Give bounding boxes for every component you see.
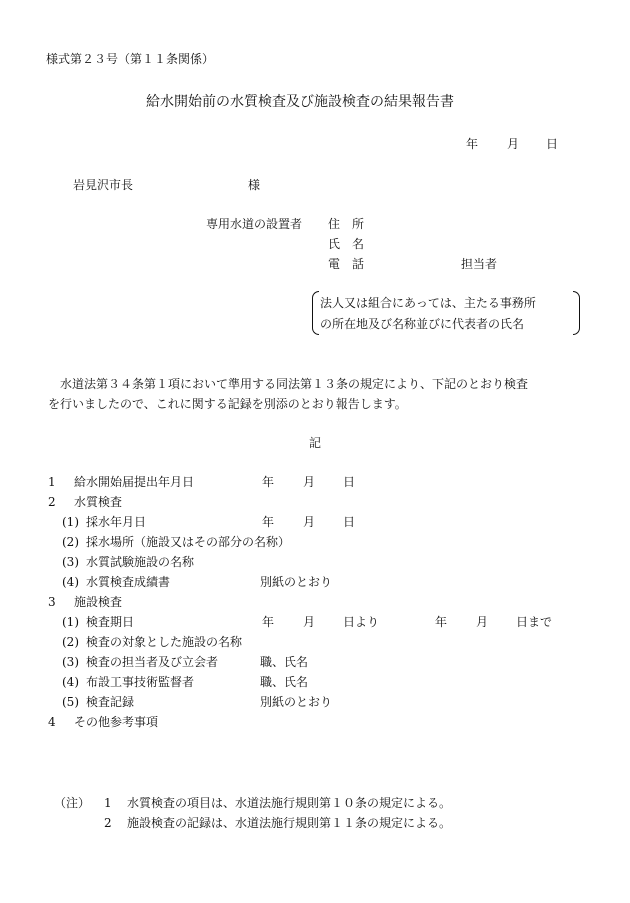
item-3-4-value: 職、氏名 — [260, 675, 309, 689]
item-3-1-label: 検査期日 — [86, 615, 135, 629]
note-2-text: 施設検査の記録は、水道法施行規則第１１条の規定による。 — [127, 816, 452, 830]
corporate-note-line1: 法人又は組合にあっては、主たる事務所 — [320, 296, 536, 310]
item-3-5-value: 別紙のとおり — [260, 695, 333, 709]
item-2-4-number: (4) — [62, 575, 79, 589]
item-2-4-label: 水質検査成績書 — [86, 575, 171, 589]
date-year: 年 — [466, 137, 479, 151]
item-2-number: 2 — [48, 495, 56, 509]
item-2-2-label: 採水場所（施設又はその部分の名称） — [86, 535, 291, 549]
item-1-label: 給水開始届提出年月日 — [74, 475, 195, 489]
note-1-text: 水質検査の項目は、水道法施行規則第１０条の規定による。 — [127, 796, 452, 810]
applicant-address-label: 住 所 — [328, 217, 365, 231]
item-1-number: 1 — [48, 475, 56, 489]
applicant-label: 専用水道の設置者 — [206, 217, 303, 231]
item-3-1-year: 年 — [262, 615, 275, 629]
body-text-line2: を行いましたので、これに関する記録を別添のとおり報告します。 — [48, 397, 407, 411]
item-4-number: 4 — [48, 715, 56, 729]
body-text-line1: 水道法第３４条第１項において準用する同法第１３条の規定により、下記のとおり検査 — [48, 377, 529, 391]
date-day: 日 — [546, 137, 559, 151]
document-title: 給水開始前の水質検査及び施設検査の結果報告書 — [146, 94, 454, 110]
item-4-label: その他参考事項 — [74, 715, 159, 729]
item-3-3-number: (3) — [62, 655, 79, 669]
applicant-phone-label: 電 話 — [328, 257, 365, 271]
item-2-label: 水質検査 — [74, 495, 123, 509]
right-bracket — [573, 291, 580, 335]
notes-label: （注） — [54, 796, 91, 810]
item-2-3-label: 水質試験施設の名称 — [86, 555, 195, 569]
item-3-3-label: 検査の担当者及び立会者 — [86, 655, 219, 669]
item-3-1-year-2: 年 — [435, 615, 448, 629]
item-3-5-number: (5) — [62, 695, 79, 709]
item-2-1-number: (1) — [62, 515, 79, 529]
item-3-1-month: 月 — [303, 615, 316, 629]
item-2-4-value: 別紙のとおり — [260, 575, 333, 589]
item-3-2-number: (2) — [62, 635, 79, 649]
addressee-honorific: 様 — [248, 178, 261, 192]
item-3-5-label: 検査記録 — [86, 695, 135, 709]
item-3-1-to: 日まで — [516, 615, 553, 629]
applicant-contact-label: 担当者 — [461, 257, 498, 271]
item-2-1-year: 年 — [262, 515, 275, 529]
left-bracket — [312, 291, 319, 335]
item-3-4-number: (4) — [62, 675, 79, 689]
item-2-1-day: 日 — [343, 515, 356, 529]
addressee-name: 岩見沢市長 — [73, 178, 134, 192]
item-3-2-label: 検査の対象とした施設の名称 — [86, 635, 243, 649]
item-3-label: 施設検査 — [74, 595, 123, 609]
item-3-1-from: 日より — [343, 615, 380, 629]
form-number: 様式第２３号（第１１条関係） — [46, 52, 215, 66]
item-1-year: 年 — [262, 475, 275, 489]
item-2-1-label: 採水年月日 — [86, 515, 147, 529]
applicant-name-label: 氏 名 — [328, 237, 365, 251]
item-1-month: 月 — [303, 475, 316, 489]
corporate-note-line2: の所在地及び名称並びに代表者の氏名 — [320, 317, 525, 331]
item-2-2-number: (2) — [62, 535, 79, 549]
item-3-1-month-2: 月 — [476, 615, 489, 629]
date-month: 月 — [507, 137, 520, 151]
note-2-number: 2 — [104, 816, 112, 830]
note-1-number: 1 — [104, 796, 112, 810]
item-3-number: 3 — [48, 595, 56, 609]
item-2-1-month: 月 — [303, 515, 316, 529]
item-2-3-number: (3) — [62, 555, 79, 569]
ki-heading: 記 — [309, 436, 322, 450]
item-3-4-label: 布設工事技術監督者 — [86, 675, 195, 689]
item-3-3-value: 職、氏名 — [260, 655, 309, 669]
item-1-day: 日 — [343, 475, 356, 489]
item-3-1-number: (1) — [62, 615, 79, 629]
